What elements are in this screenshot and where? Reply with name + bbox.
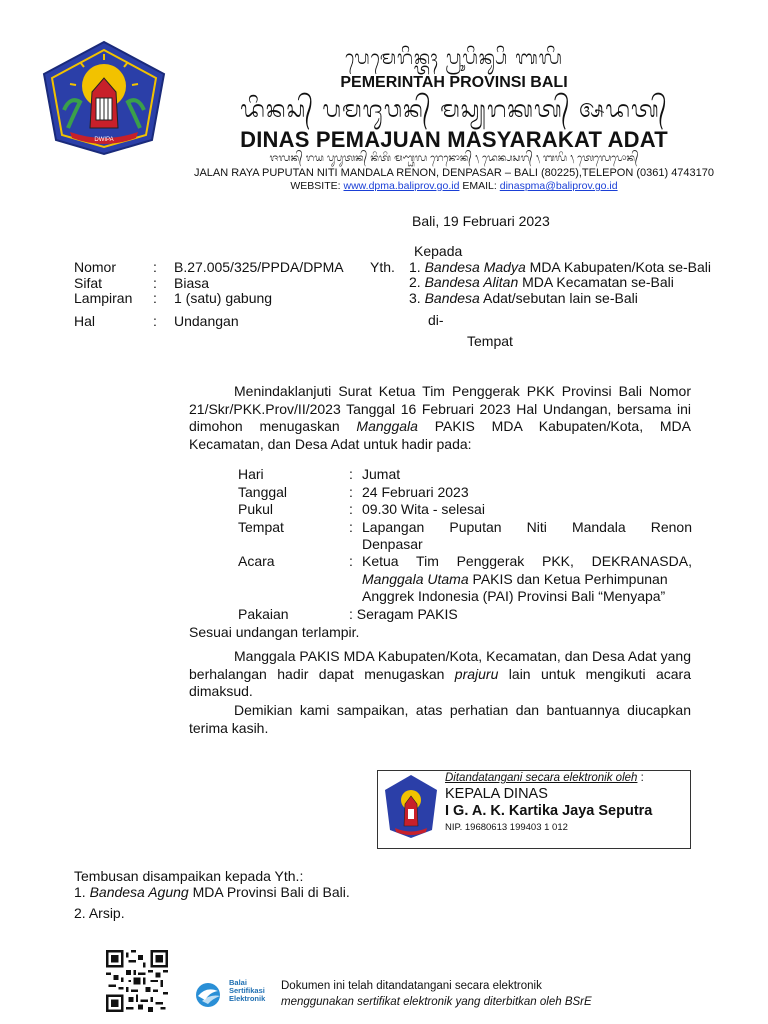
recipient-rest: MDA Kecamatan se-Bali: [518, 274, 674, 290]
bsre-line-2: Sertifikasi: [229, 986, 265, 995]
website-link[interactable]: www.dpma.baliprov.go.id: [343, 180, 460, 192]
e-signature-note-colon: :: [637, 772, 644, 784]
cc-item: [74, 884, 350, 900]
sifat-label: Sifat: [74, 275, 103, 291]
sifat-value: Biasa: [174, 275, 210, 291]
email-label: EMAIL:: [462, 180, 497, 192]
acara-line-2: [362, 571, 692, 589]
recipient-item: [409, 274, 674, 290]
letterhead-script-line-2: ᬤᬶᬦᬲ᭄ ᬧᬫᬚᬸᬯᬦ᭄ ᬫᬲ᭄ᬬᬭᬓᬢ᭄ ᬅᬤᬢ᭄: [240, 97, 668, 123]
bali-province-emblem-logo: [40, 40, 168, 156]
signature-emblem-logo: [383, 774, 439, 840]
closing-paragraph: Demikian kami sampaikan, atas perhatian dan bantuannya diucapkan terima kasih.: [189, 702, 691, 736]
letter-date: Bali, 19 Februari 2023: [412, 213, 550, 229]
acara-line-3: Anggrek Indonesia (PAI) Provinsi Bali “Menyapa”: [362, 588, 666, 604]
letterhead-address: JALAN RAYA PUPUTAN NITI MANDALA RENON, DENPASAR – BALI (80225),TELEPON (0361) 4743170: [193, 167, 715, 179]
e-sign-notice-line-1: Dokumen ini telah ditandatangani secara elektronik: [281, 980, 542, 992]
cc-rest: Arsip.: [88, 905, 125, 921]
emblem-ribbon-text: DWIPA: [94, 137, 114, 143]
opening-text-b: PAKIS MDA Kabupaten/Kota, MDA Kecamatan, dan Desa Adat untuk hadir pada:: [189, 418, 691, 452]
hari-label: Hari: [238, 466, 264, 482]
acara-label: Acara: [238, 553, 275, 569]
recipient-number: 2.: [409, 274, 421, 290]
bsre-line-3: Elektronik: [229, 994, 266, 1003]
bsre-wordmark: [229, 979, 265, 1003]
recipient-rest: MDA Kabupaten/Kota se-Bali: [525, 259, 711, 275]
pukul-value: 09.30 Wita - selesai: [362, 501, 485, 517]
tempat-acara-line-2: Denpasar: [362, 536, 423, 552]
hari-colon: :: [349, 466, 353, 482]
absence-text-b: lain untuk mengikuti acara dimaksud.: [189, 665, 691, 699]
signatory-nip: NIP. 19680613 199403 1 012: [445, 822, 568, 833]
nomor-value: B.27.005/325/PPDA/DPMA: [174, 259, 344, 275]
lampiran-label: Lampiran: [74, 290, 133, 306]
absence-text-a: Manggala PAKIS MDA Kabupaten/Kota, Kecamatan, dan Desa Adat yang berhalangan hadir dapat menugaskan: [189, 648, 691, 682]
email-link[interactable]: dinaspma@baliprov.go.id: [499, 180, 618, 192]
e-sign-notice-line-2: menggunakan sertifikat elektronik yang diterbitkan oleh BSrE: [281, 996, 592, 1008]
signatory-name: I G. A. K. Kartika Jaya Seputra: [445, 803, 653, 819]
absence-emphasis: prajuru: [454, 665, 499, 682]
hal-colon: :: [153, 313, 157, 329]
hal-value: Undangan: [174, 313, 239, 329]
nomor-colon: :: [153, 259, 157, 275]
tanggal-label: Tanggal: [238, 484, 288, 500]
e-signature-note-text: Ditandatangani secara elektronik oleh: [445, 772, 638, 784]
signatory-title: KEPALA DINAS: [445, 786, 548, 802]
nomor-label: Nomor: [74, 259, 117, 275]
lampiran-value: 1 (satu) gabung: [174, 290, 273, 306]
recipient-item: [409, 290, 638, 306]
tempat-acara-label: Tempat: [238, 519, 284, 535]
cc-rest: MDA Provinsi Bali di Bali.: [188, 884, 350, 900]
pakaian-value: : Seragam PAKIS: [349, 606, 458, 622]
website-label: WEBSITE:: [290, 180, 341, 192]
cc-title: Bandesa Agung: [89, 884, 189, 900]
qr-code[interactable]: [106, 950, 168, 1012]
recipient-title: Bandesa Madya: [424, 259, 526, 275]
recipient-number: 3.: [409, 290, 421, 306]
pakaian-label: Pakaian: [238, 606, 289, 622]
opening-text-a: Menindaklanjuti Surat Ketua Tim Penggerak PKK Provinsi Bali Nomor 21/Skr/PKK.Prov/II/2023 Tanggal 16 Februari 2023 Hal Undangan, bersama ini dimohon menugaskan: [189, 383, 691, 434]
recipient-item: [409, 259, 711, 275]
cc-number: 1.: [74, 884, 86, 900]
tempat-label: Tempat: [467, 333, 513, 349]
pukul-label: Pukul: [238, 501, 274, 517]
hari-value: Jumat: [362, 466, 401, 482]
bsre-line-1: Balai: [229, 978, 247, 987]
absence-paragraph: [189, 648, 691, 701]
pukul-colon: :: [349, 501, 353, 517]
kepada-label: Kepada: [414, 243, 463, 259]
e-signature-note: [445, 772, 644, 784]
letterhead-script-line-1: ᬧᬾᬫᬾᬭᬶᬦ᭄ᬢᬄ ᬧ᭄ᬭᬸᬧᬶᬦ᭄ᬲᬶ ᬩᬮᬶ: [345, 47, 563, 69]
opening-paragraph: [189, 383, 691, 453]
acara-line-1: Ketua Tim Penggerak PKK, DEKRANASDA,: [362, 553, 692, 569]
government-name: PEMERINTAH PROVINSI BALI: [340, 74, 568, 91]
recipient-rest: Adat/sebutan lain se-Bali: [479, 290, 638, 306]
tembusan-heading: Tembusan disampaikan kepada Yth.:: [74, 868, 304, 884]
acara-emphasis: Manggala Utama: [362, 571, 469, 587]
tanggal-value: 24 Februari 2023: [362, 484, 469, 500]
cc-number: 2.: [74, 905, 86, 921]
di-label: di-: [428, 312, 444, 328]
letterhead-contact: [180, 180, 728, 192]
recipient-title: Bandesa Alitan: [424, 274, 519, 290]
cc-item: [74, 905, 125, 921]
tempat-acara-line-1: Lapangan Puputan Niti Mandala Renon: [362, 519, 692, 535]
acara-colon: :: [349, 553, 353, 569]
lampiran-colon: :: [153, 290, 157, 306]
hal-label: Hal: [74, 313, 96, 329]
opening-emphasis: Manggala: [356, 418, 418, 434]
sesuai-text: Sesuai undangan terlampir.: [189, 624, 360, 640]
sifat-colon: :: [153, 275, 157, 291]
acara-line-2-rest: PAKIS dan Ketua Perhimpunan: [468, 571, 668, 587]
bsre-logo-icon: [188, 982, 228, 1008]
tempat-acara-colon: :: [349, 519, 353, 535]
department-name: DINAS PEMAJUAN MASYARAKAT ADAT: [240, 127, 668, 152]
recipient-number: 1.: [409, 259, 421, 275]
recipient-title: Bandesa: [424, 290, 480, 306]
yth-label: Yth.: [370, 259, 395, 275]
letterhead-script-line-3: ᬚᬮᬦ᭄ ᬭᬬ ᬧᬸᬧᬸᬢᬦ᭄ ᬦᬶᬢᬶ ᬫᬡ᭄ᬟᬮ ᬭᬾᬦᭀᬦ᭄ ᭞ ᬤᬾᬦ᭄ᬧᬲᬭ᭄ ᭞ ᬩᬮᬶ ᭞ ᬢᬾᬮᬾᬧᭀᬦ᭄: [269, 153, 639, 164]
tanggal-colon: :: [349, 484, 353, 500]
